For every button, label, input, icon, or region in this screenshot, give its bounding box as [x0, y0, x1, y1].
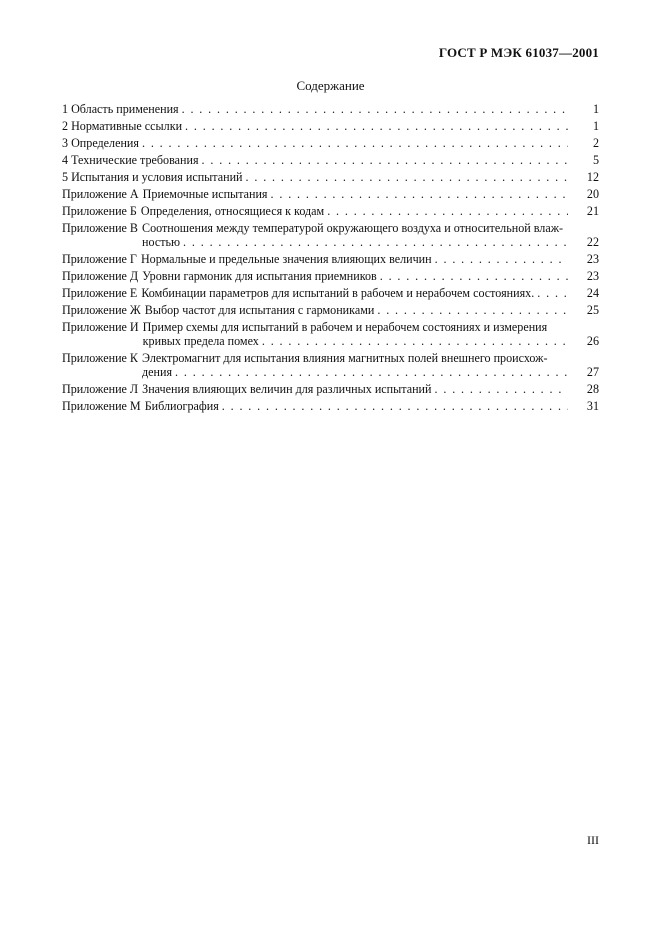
- toc-entry-page: 26: [586, 334, 599, 348]
- toc-entry-title: 3 Определения: [62, 136, 139, 150]
- dot-leader: [222, 399, 568, 413]
- toc-entry-page: 23: [586, 252, 599, 266]
- page-number: III: [587, 833, 599, 847]
- toc-entry-page: 12: [586, 170, 599, 184]
- toc-entry-page: 20: [586, 187, 599, 201]
- toc-entry-page: 1: [592, 119, 599, 133]
- toc-entry-title: 2 Нормативные ссылки: [62, 119, 183, 133]
- toc-entry-prefix: Приложение Б: [62, 204, 137, 218]
- toc-entry-title: Пример схемы для испытаний в рабочем и нерабочем состояниях и измерения: [142, 320, 548, 334]
- dot-leader: [271, 187, 569, 201]
- toc-entry-page: 2: [592, 136, 599, 150]
- dot-leader: [262, 334, 568, 348]
- toc-entry[interactable]: [62, 187, 599, 201]
- toc-entry[interactable]: [62, 153, 599, 167]
- dot-leader: [377, 303, 568, 317]
- table-of-contents: [62, 102, 599, 416]
- dot-leader: [202, 153, 568, 167]
- toc-entry-page: 21: [586, 204, 599, 218]
- dot-leader: [183, 235, 568, 249]
- toc-entry-title: Библиография: [144, 399, 219, 413]
- toc-entry-title: ностью: [142, 235, 181, 249]
- dot-leader: [246, 170, 568, 184]
- toc-entry-title: кривых предела помех: [142, 334, 259, 348]
- dot-leader: [185, 119, 568, 133]
- toc-entry[interactable]: [62, 170, 599, 184]
- toc-entry[interactable]: [62, 351, 599, 379]
- toc-entry-prefix: Приложение М: [62, 399, 141, 413]
- dot-leader: [537, 286, 568, 300]
- toc-entry-prefix: Приложение Е: [62, 286, 138, 300]
- toc-entry[interactable]: [62, 204, 599, 218]
- toc-entry[interactable]: [62, 320, 599, 348]
- dot-leader: [380, 269, 568, 283]
- toc-entry-title: 1 Область применения: [62, 102, 179, 116]
- toc-entry-title: Выбор частот для испытания с гармониками: [144, 303, 375, 317]
- toc-entry[interactable]: [62, 399, 599, 413]
- toc-title: Содержание: [296, 78, 365, 93]
- toc-entry-title: Комбинации параметров для испытаний в рабочем и нерабочем состояниях.: [141, 286, 535, 300]
- document-code: ГОСТ Р МЭК 61037—2001: [438, 45, 599, 60]
- toc-entry[interactable]: [62, 286, 599, 300]
- toc-entry-page: 25: [586, 303, 599, 317]
- toc-entry-page: 28: [586, 382, 599, 396]
- toc-entry[interactable]: [62, 382, 599, 396]
- toc-entry[interactable]: [62, 252, 599, 266]
- toc-entry[interactable]: [62, 269, 599, 283]
- toc-entry-prefix: Приложение А: [62, 187, 139, 201]
- dot-leader: [182, 102, 568, 116]
- toc-entry-page: 22: [586, 235, 599, 249]
- toc-entry-prefix: Приложение Д: [62, 269, 139, 283]
- toc-entry-prefix: Приложение Г: [62, 252, 137, 266]
- toc-entry-title: Электромагнит для испытания влияния магнитных полей внешнего происхож-: [142, 351, 548, 365]
- toc-entry-title: Приемочные испытания: [142, 187, 268, 201]
- toc-entry[interactable]: [62, 221, 599, 249]
- toc-entry-title: 5 Испытания и условия испытаний: [62, 170, 243, 184]
- toc-entry[interactable]: [62, 102, 599, 116]
- dot-leader: [435, 252, 568, 266]
- toc-entry-prefix: Приложение В: [62, 221, 138, 235]
- toc-entry-title: Значения влияющих величин для различных испытаний: [142, 382, 432, 396]
- dot-leader: [435, 382, 569, 396]
- toc-entry-page: 27: [586, 365, 599, 379]
- toc-entry[interactable]: [62, 136, 599, 150]
- toc-entry-title: 4 Технические требования: [62, 153, 199, 167]
- dot-leader: [327, 204, 568, 218]
- toc-entry-title: Уровни гармоник для испытания приемников: [142, 269, 377, 283]
- toc-entry-title: Соотношения между температурой окружающего воздуха и относительной влаж-: [142, 221, 564, 235]
- toc-entry-page: 5: [592, 153, 599, 167]
- toc-entry-prefix: Приложение Ж: [62, 303, 141, 317]
- toc-entry-prefix: Приложение И: [62, 320, 139, 334]
- toc-entry[interactable]: [62, 303, 599, 317]
- toc-entry-prefix: Приложение Л: [62, 382, 139, 396]
- toc-entry-title: дения: [142, 365, 173, 379]
- toc-entry-title: Нормальные и предельные значения влияющих величин: [140, 252, 432, 266]
- dot-leader: [175, 365, 568, 379]
- toc-entry-page: 1: [592, 102, 599, 116]
- toc-entry-page: 24: [586, 286, 599, 300]
- toc-entry-page: 31: [586, 399, 599, 413]
- toc-entry-page: 23: [586, 269, 599, 283]
- toc-entry-prefix: Приложение К: [62, 351, 138, 365]
- toc-entry-title: Определения, относящиеся к кодам: [140, 204, 325, 218]
- dot-leader: [142, 136, 568, 150]
- toc-entry[interactable]: [62, 119, 599, 133]
